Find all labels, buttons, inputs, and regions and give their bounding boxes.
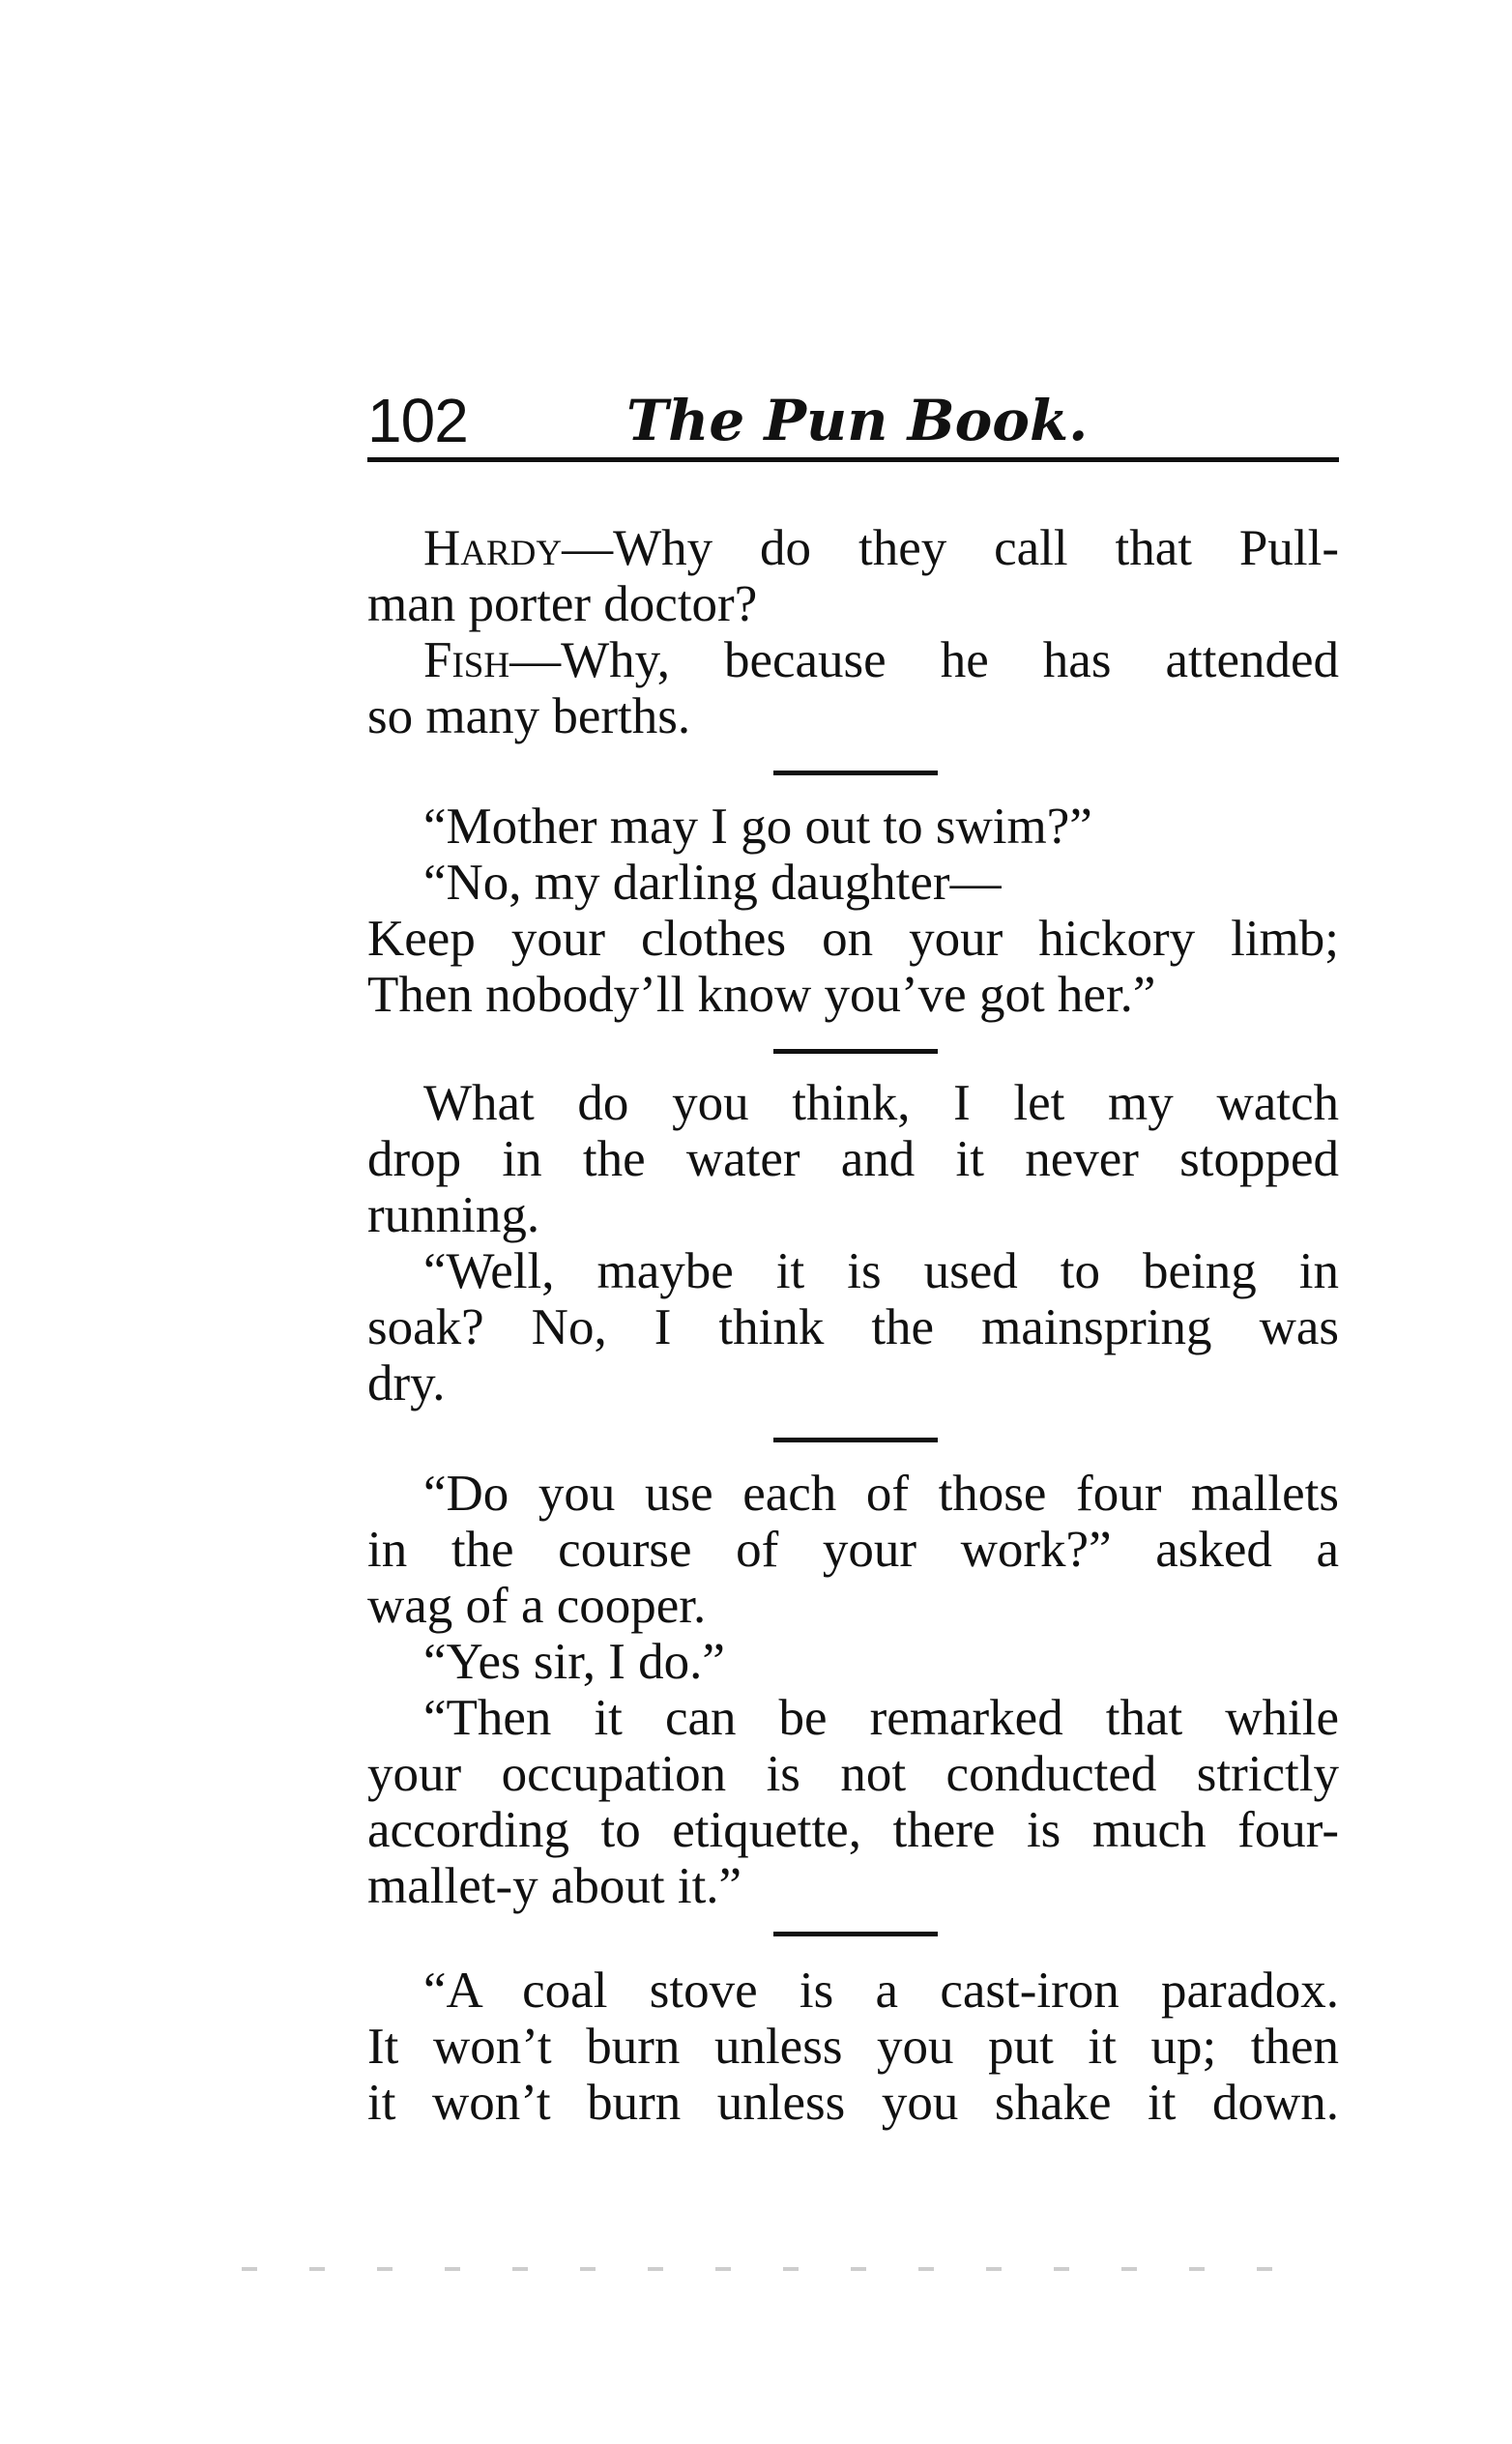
- text-line: What do you think, I let my watch: [423, 1075, 1339, 1131]
- running-title: The Pun Book.: [626, 388, 1089, 453]
- text-line: “Then it can be remarked that while: [423, 1690, 1339, 1746]
- text-line: drop in the water and it never stopped: [367, 1131, 1339, 1187]
- text-line: “Mother may I go out to swim?”: [423, 799, 1092, 855]
- section-divider: [773, 771, 938, 775]
- text-line: wag of a cooper.: [367, 1578, 707, 1634]
- text-line: so many berths.: [367, 688, 691, 744]
- page-header: [367, 382, 1339, 459]
- text-line: mallet-y about it.”: [367, 1858, 742, 1914]
- text-line: according to etiquette, there is much four-: [367, 1802, 1339, 1858]
- text-line: “Do you use each of those four mallets: [423, 1466, 1339, 1522]
- text-line: “Well, maybe it is used to being in: [423, 1243, 1339, 1299]
- joke-coal-stove: [367, 1963, 1339, 2131]
- text-line: “No, my darling daughter—: [423, 855, 1002, 911]
- text-line: “Yes sir, I do.”: [423, 1634, 725, 1690]
- scan-noise: [242, 2267, 1305, 2271]
- joke-watch: [367, 1075, 1339, 1411]
- text-line: Then nobody’ll know you’ve got her.”: [367, 967, 1156, 1023]
- text-line: Fish—Why, because he has attended: [423, 632, 1339, 688]
- header-rule: [367, 457, 1339, 462]
- verse-swim: [367, 799, 1339, 1023]
- text-line: running.: [367, 1187, 540, 1243]
- text-line: soak? No, I think the mainspring was: [367, 1299, 1339, 1355]
- joke-hardy-fish: [367, 520, 1339, 744]
- section-divider: [773, 1049, 938, 1054]
- section-divider: [773, 1438, 938, 1442]
- speaker-name: Fish: [423, 632, 510, 688]
- text-line: your occupation is not conducted strictly: [367, 1746, 1339, 1802]
- text-line: man porter doctor?: [367, 576, 758, 632]
- text-line: “A coal stove is a cast-iron paradox.: [423, 1963, 1339, 2019]
- joke-mallets: [367, 1466, 1339, 1914]
- text-line: dry.: [367, 1355, 446, 1411]
- page-number: 102: [367, 386, 468, 455]
- text-line: Keep your clothes on your hickory limb;: [367, 911, 1339, 967]
- text-line: it won’t burn unless you shake it down.: [367, 2075, 1339, 2131]
- text-line: Hardy—Why do they call that Pull-: [423, 520, 1339, 576]
- speaker-name: Hardy: [423, 520, 563, 576]
- text-line: It won’t burn unless you put it up; then: [367, 2019, 1339, 2075]
- section-divider: [773, 1932, 938, 1936]
- text-line: in the course of your work?” asked a: [367, 1522, 1339, 1578]
